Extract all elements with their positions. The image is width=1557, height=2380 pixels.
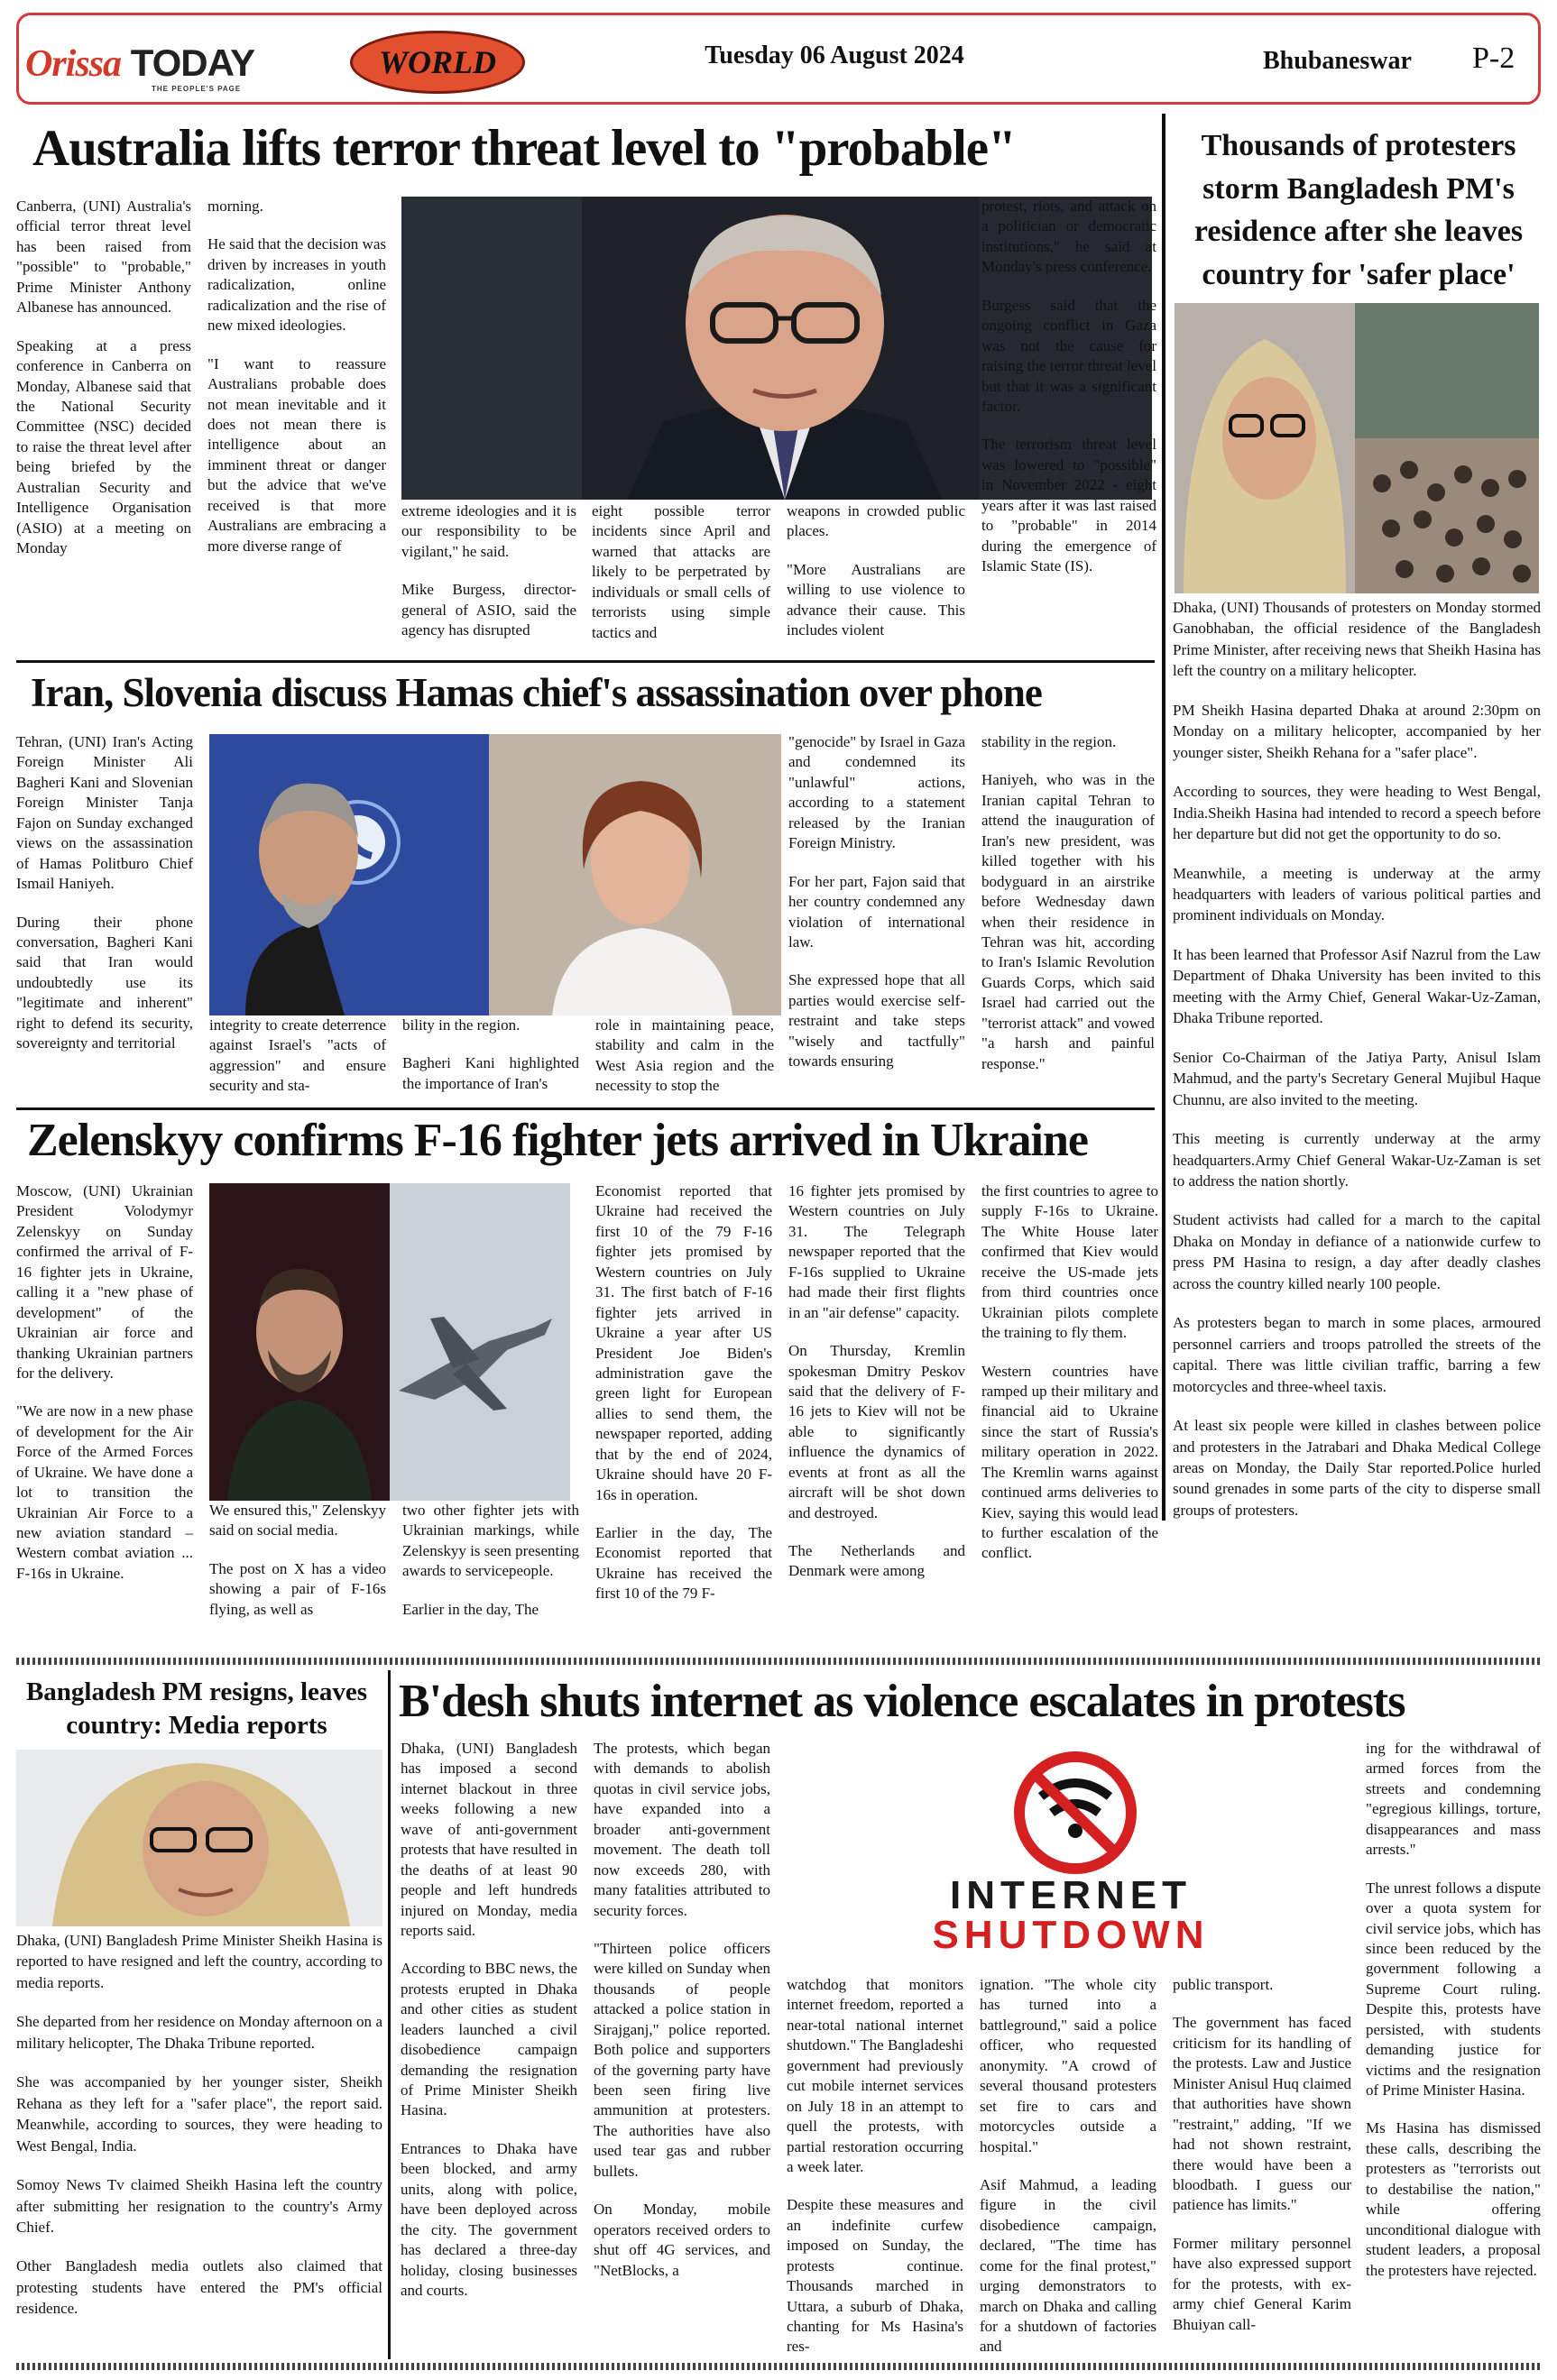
paragraph: ing for the withdrawal of armed forces from the streets and condemning "egregious killings, torture, disappearances and mass arrests.": [1366, 1740, 1541, 1859]
paragraph: He said that the decision was driven by increases in youth radicalization, online radicalization and the rise of new mixed ideologies.: [207, 235, 386, 335]
australia-col-2: [207, 197, 386, 653]
internet-col-1: [401, 1739, 577, 2359]
internet-headline: B'desh shuts internet as violence escalates in protests: [399, 1676, 1405, 1727]
paragraph: "genocide" by Israel in Gaza and condemned its "unlawful" actions, according to a statement released by the Iranian Foreign Ministry.: [788, 733, 965, 852]
paragraph: "I want to reassure Australians probable does not mean inevitable and it does not mean there is intelligence about an imminent threat or danger but the advice that we've received is that more Australians are embracing a more diverse range of: [207, 354, 386, 555]
paragraph: ignation. "The whole city has turned into a battleground," said a police officer, who requested anonymity. "A crowd of several thousand protesters set fire to cars and motorcycles outside a hospital.": [980, 1976, 1156, 2155]
paragraph: Earlier in the day, The: [402, 1600, 539, 1618]
resign-headline: Bangladesh PM resigns, leaves country: Media reports: [25, 1677, 368, 1741]
paragraph: The terrorism threat level was lowered to "possible" in November 2022 - eight years after it was last raised to "probable" in 2014 during the emergence of Islamic State (IS).: [981, 436, 1156, 574]
australia-col-6: [981, 197, 1156, 653]
paragraph: Bagheri Kani highlighted the importance of Iran's: [402, 1054, 579, 1092]
paragraph: "We are now in a new phase of development for the Air Force of the Armed Forces of Ukraine. We have done a lot to transition the Ukrainian Air Force to a new aviation standard – Western combat aviation ... F-16s in Ukraine.: [16, 1402, 193, 1582]
paragraph: As protesters began to march in some places, armoured personnel carriers and troops patrolled the streets of the capital. There was little civilian traffic, barring a few motorcycles and three-wheel taxis.: [1173, 1314, 1541, 1395]
iran-col-1: [16, 732, 193, 1102]
internet-col-3: [787, 1975, 963, 2359]
resign-body: [16, 1930, 382, 2356]
internet-col-4: [980, 1975, 1156, 2359]
paragraph: Economist reported that Ukraine had received the first 10 of the 79 F-16 fighter jets promised by Western countries on July 31. The first batch of F-16 fighter jets arrived in Ukraine a year after US President Joe Biden's administration gave the green light for European allies to send them, the newspaper reported, adding that by the end of 2024, Ukraine should have 20 F-16s in operation.: [595, 1182, 772, 1503]
paragraph: Somoy News Tv claimed Sheikh Hasina left the country after submitting her resignation to the country's Army Chief.: [16, 2176, 382, 2236]
paragraph: public transport.: [1173, 1976, 1274, 1993]
paragraph: Western countries have ramped up their military and financial aid to Ukraine since the start of Russia's military operation in 2022. The Kremlin warns against continued arms deliveries to Kiev, saying this would lead to further escalation of the conflict.: [981, 1362, 1158, 1562]
internet-col-5: [1173, 1975, 1351, 2359]
dotted-divider-bottom: [16, 2363, 1541, 2370]
australia-col-4: [592, 501, 770, 655]
hasina-photo: [16, 1750, 382, 1926]
paragraph: Former military personnel have also expressed support for the protests, with ex-army chief General Karim Bhuiyan call-: [1173, 2234, 1351, 2333]
paragraph: Canberra, (UNI) Australia's official terror threat level has been raised from "possible" to "probable," Prime Minister Anthony Albanese has announced.: [16, 198, 191, 317]
ukraine-col-6: [981, 1181, 1158, 1605]
paragraph: Earlier in the day, The Economist reported that Ukraine has received the first 10 of the 79 F-: [595, 1524, 772, 1603]
iran-headline: Iran, Slovenia discuss Hamas chief's assassination over phone: [31, 670, 1042, 715]
dotted-divider: [16, 1658, 1541, 1665]
paragraph: Student activists had called for a march to the capital Dhaka on Monday in defiance of a nationwide curfew to press PM Hasina to resign, a day after deadly clashes across the country killed nearly 100 people.: [1173, 1211, 1541, 1292]
internet-shutdown-image: [787, 1741, 1355, 1975]
paragraph: Haniyeh, who was in the Iranian capital Tehran to attend the inauguration of Iran's new president, was killed together with his bodyguard in an airstrike before Wednesday dawn when their residence in Tehran was hit, according to Iran's Islamic Revolution Guards Corps, which said Israel had carried out the "terrorist attack" and vowed "a harsh and painful response.": [981, 771, 1155, 1072]
paragraph: Speaking at a press conference in Canberra on Monday, Albanese said that the National Security Committee (NSC) decided to raise the threat level after being briefed by the Australian Security and Intelligence Organisation (ASIO) at a meeting on Monday: [16, 336, 191, 556]
paragraph: Dhaka, (UNI) Bangladesh Prime Minister Sheikh Hasina is reported to have resigned and left the country, according to media reports.: [16, 1932, 382, 1991]
paragraph: The government has faced criticism for its handling of the protests. Law and Justice Minister Anisul Huq claimed that authorities have shown "restraint," adding, "If we had not shown restraint, there would have been a bloodbath. I guess our patience has limits.": [1173, 2014, 1351, 2214]
paragraph: This meeting is currently underway at the army headquarters.Army Chief General Wakar-Uz-Zaman is set to address the nation shortly.: [1173, 1130, 1541, 1190]
paragraph: "More Australians are willing to use violence to advance their cause. This includes violent: [787, 560, 965, 639]
paragraph: the first countries to agree to supply F-16s to Ukraine. The White House later confirmed that Kiev would receive the US-made jets from third countries once Ukrainian pilots complete the training to fly them.: [981, 1182, 1158, 1342]
paragraph: role in maintaining peace, stability and calm in the West Asia region and the necessity to stop the: [595, 1016, 774, 1095]
iran-slovenia-photo: [209, 734, 781, 1015]
iran-col-6: [981, 732, 1155, 1102]
paragraph: protest, riots, and attack on a politician or democratic institutions," he said at Monday's press conference.: [981, 198, 1156, 276]
ukraine-headline: Zelenskyy confirms F-16 fighter jets arrived in Ukraine: [27, 1115, 1088, 1166]
paragraph: The unrest follows a dispute over a quota system for civil service jobs, which has since been reduced by the government following a Supreme Court ruling. Despite this, protests have persisted, with students demanding justice for victims and the resignation of Prime Minister Hasina.: [1366, 1879, 1541, 2099]
paragraph: At least six people were killed in clashes between police and protesters in the Jatrabari and Dhaka Medical College areas on Monday, the Daily Star reported.Police hurled sound grenades in some parts of the city to disperse small groups of protesters.: [1173, 1417, 1541, 1519]
paragraph: two other fighter jets with Ukrainian markings, while Zelenskyy is seen presenting awards to servicepeople.: [402, 1502, 579, 1580]
issue-date: Tuesday 06 August 2024: [705, 41, 964, 69]
ukraine-col-4: [595, 1181, 772, 1605]
paragraph: extreme ideologies and it is our responsibility to be vigilant," he said.: [401, 502, 576, 560]
paragraph: The Netherlands and Denmark were among: [788, 1542, 965, 1580]
internet-image-text: INTERNET: [950, 1873, 1192, 1917]
iran-col-5: [788, 732, 965, 1102]
protest-body: [1173, 597, 1541, 1517]
australia-col-5: [787, 501, 965, 655]
paragraph: Dhaka, (UNI) Bangladesh has imposed a second internet blackout in three weeks following a new wave of anti-government protests that have resulted in the deaths of at least 90 people and left hundreds injured on Monday, media reports said.: [401, 1740, 577, 1939]
ukraine-col-5: [788, 1181, 965, 1605]
ukraine-col-2: [209, 1501, 386, 1618]
australia-col-3: [401, 501, 576, 655]
paragraph: Entrances to Dhaka have been blocked, and army units, along with police, have been deployed across the city. The government has declared a three-day holiday, closing businesses and courts.: [401, 2139, 577, 2299]
paragraph: Burgess said that the ongoing conflict in Gaza was not the cause for raising the terror threat level but that it was a significant factor.: [981, 296, 1156, 415]
paragraph: morning.: [207, 198, 263, 215]
paragraph: She expressed hope that all parties would exercise self-restraint and take steps "wisely and tactfully" towards ensuring: [788, 971, 965, 1071]
paragraph: According to BBC news, the protests erupted in Dhaka and other cities as student leaders launched a civil disobedience campaign demanding the resignation of Prime Minister Sheikh Hasina.: [401, 1960, 577, 2119]
iran-col-2: [209, 1015, 386, 1102]
australia-col-1: [16, 197, 191, 653]
paragraph: According to sources, they were heading to West Bengal, India.Sheikh Hasina had intended to record a speech before her departure but did not get the opportunity to do so.: [1173, 783, 1541, 843]
paragraph: integrity to create deterrence against Israel's "acts of aggression" and ensure security and sta-: [209, 1016, 386, 1095]
zelenskyy-f16-photo: [209, 1183, 570, 1501]
column-divider-2: [388, 1670, 391, 2359]
ukraine-col-3: [402, 1501, 579, 1618]
paragraph: 16 fighter jets promised by Western countries on July 31. The Telegraph newspaper reported that the F-16s supplied to Ukraine had made their first flights in an "air defense" capacity.: [788, 1182, 965, 1321]
edition-city: Bhubaneswar: [1263, 47, 1412, 75]
logo-tagline: THE PEOPLE'S PAGE: [152, 85, 242, 93]
paragraph: The post on X has a video showing a pair of F-16s flying, as well as: [209, 1559, 386, 1618]
paragraph: Dhaka, (UNI) Thousands of protesters on Monday stormed Ganobhaban, the official residence of the Bangladesh Prime Minister, after receiving news that Sheikh Hasina has left the country on a military helicopter.: [1173, 599, 1541, 680]
protest-headline: Thousands of protesters storm Bangladesh PM's residence after she leaves country for 'safer place': [1193, 129, 1524, 291]
iran-col-4: [595, 1015, 774, 1102]
paragraph: The protests, which began with demands to abolish quotas in civil service jobs, have expanded into a broader anti-government movement. The death toll now exceeds 280, with many fatalities attributed to security forces.: [594, 1740, 770, 1919]
page-number: P-2: [1472, 41, 1516, 75]
paragraph: Mike Burgess, director-general of ASIO, said the agency has disrupted: [401, 581, 576, 639]
logo-brand: Orissa: [25, 43, 122, 85]
paragraph: On Thursday, Kremlin spokesman Dmitry Peskov said that the delivery of F-16 jets to Kiev will not be able to significantly influence the dynamics of events at front as all the aircraft will be shot down and destroyed.: [788, 1342, 965, 1521]
ukraine-col-1: [16, 1181, 193, 1605]
paragraph: She was accompanied by her younger sister, Sheikh Rehana as they left for a "safer place", the report said. Meanwhile, according to sources, they were heading to West Bengal, India.: [16, 2073, 382, 2155]
paragraph: It has been learned that Professor Asif Nazrul from the Law Department of Dhaka University has been invited to this meeting with the Army Chief, General Wakar-Uz-Zaman, Dhaka Tribune reported.: [1173, 945, 1541, 1027]
paragraph: "Thirteen police officers were killed on Sunday when thousands of people attacked a police station in Sirajganj," police reported. Both police and supporters of the governing party have been seen firing live ammunition at protesters. The authorities have also used tear gas and rubber bullets.: [594, 1939, 770, 2180]
paragraph: Tehran, (UNI) Iran's Acting Foreign Minister Ali Bagheri Kani and Slovenian Foreign Minister Tanja Fajon on Sunday exchanged views on the assassination of Hamas Politburo Chief Ismail Haniyeh.: [16, 733, 193, 893]
logo-today: TODAY: [130, 41, 255, 84]
paragraph: stability in the region.: [981, 733, 1117, 750]
paragraph: We ensured this," Zelenskyy said on social media.: [209, 1502, 386, 1539]
paragraph: Other Bangladesh media outlets also claimed that protesting students have entered the PM's official residence.: [16, 2257, 382, 2318]
australia-headline: Australia lifts terror threat level to "probable": [32, 120, 1016, 177]
paragraph: PM Sheikh Hasina departed Dhaka at around 2:30pm on Monday on a military helicopter, accompanied by her younger sister, Sheikh Rehana for a "safer place".: [1173, 701, 1541, 761]
paragraph: eight possible terror incidents since April and warned that attacks are likely to be perpetrated by individuals or small cells of terrorists using simple tactics and: [592, 502, 770, 641]
paragraph: Asif Mahmud, a leading figure in the civil disobedience campaign, declared, "The time has come for the final protest," urging demonstrators to march on Dhaka and calling for a shutdown of factories and: [980, 2175, 1156, 2356]
paragraph: Despite these measures and an indefinite curfew imposed on Sunday, the protests continue. Thousands marched in Uttara, a suburb of Dhaka, chanting for Ms Hasina's res-: [787, 2196, 963, 2356]
paragraph: bility in the region.: [402, 1016, 521, 1034]
section-rule-2: [16, 1107, 1155, 1110]
paragraph: Meanwhile, a meeting is underway at the army headquarters with leaders of various political parties and prominent individuals on Monday.: [1173, 864, 1541, 924]
protest-photo: [1175, 303, 1539, 593]
paragraph: Ms Hasina has dismissed these calls, describing the protesters as "terrorists out to destabilise the nation," while offering unconditional dialogue with student leaders, a proposal the protesters have rejected.: [1366, 2119, 1541, 2279]
internet-col-6: [1366, 1739, 1541, 2359]
paragraph: Senior Co-Chairman of the Jatiya Party, Anisul Islam Mahmud, and the party's Secretary General Mujibul Haque Chunnu, are also invited to the meeting.: [1173, 1048, 1541, 1108]
section-badge: WORLD: [350, 31, 525, 94]
iran-col-3: [402, 1015, 579, 1102]
paragraph: For her part, Fajon said that her country condemned any violation of international law.: [788, 872, 965, 951]
paragraph: Moscow, (UNI) Ukrainian President Volodymyr Zelenskyy on Sunday confirmed the arrival of F-16 fighter jets in Ukraine, calling it a "new phase of development" of the Ukrainian air force and thanking Ukrainian partners for the delivery.: [16, 1182, 193, 1382]
internet-col-2: [594, 1739, 770, 2359]
paragraph: During their phone conversation, Bagheri Kani said that Iran would undoubtedly use its "legitimate and inherent" right to defend its security, sovereignty and territorial: [16, 913, 193, 1052]
paragraph: She departed from her residence on Monday afternoon on a military helicopter, The Dhaka Tribune reported.: [16, 2013, 382, 2052]
column-divider: [1162, 114, 1165, 1521]
paragraph: weapons in crowded public places.: [787, 502, 965, 540]
logo: [25, 41, 255, 93]
paragraph: watchdog that monitors internet freedom, reported a near-total national internet shutdown." The Bangladeshi government had previously cut mobile internet services on July 18 in an attempt to quell the protests, with partial restoration occurring a week later.: [787, 1976, 963, 2175]
shutdown-image-text: SHUTDOWN: [932, 1913, 1210, 1957]
section-rule: [16, 660, 1155, 663]
paragraph: On Monday, mobile operators received orders to shut off 4G services, and "NetBlocks, a: [594, 2201, 770, 2279]
